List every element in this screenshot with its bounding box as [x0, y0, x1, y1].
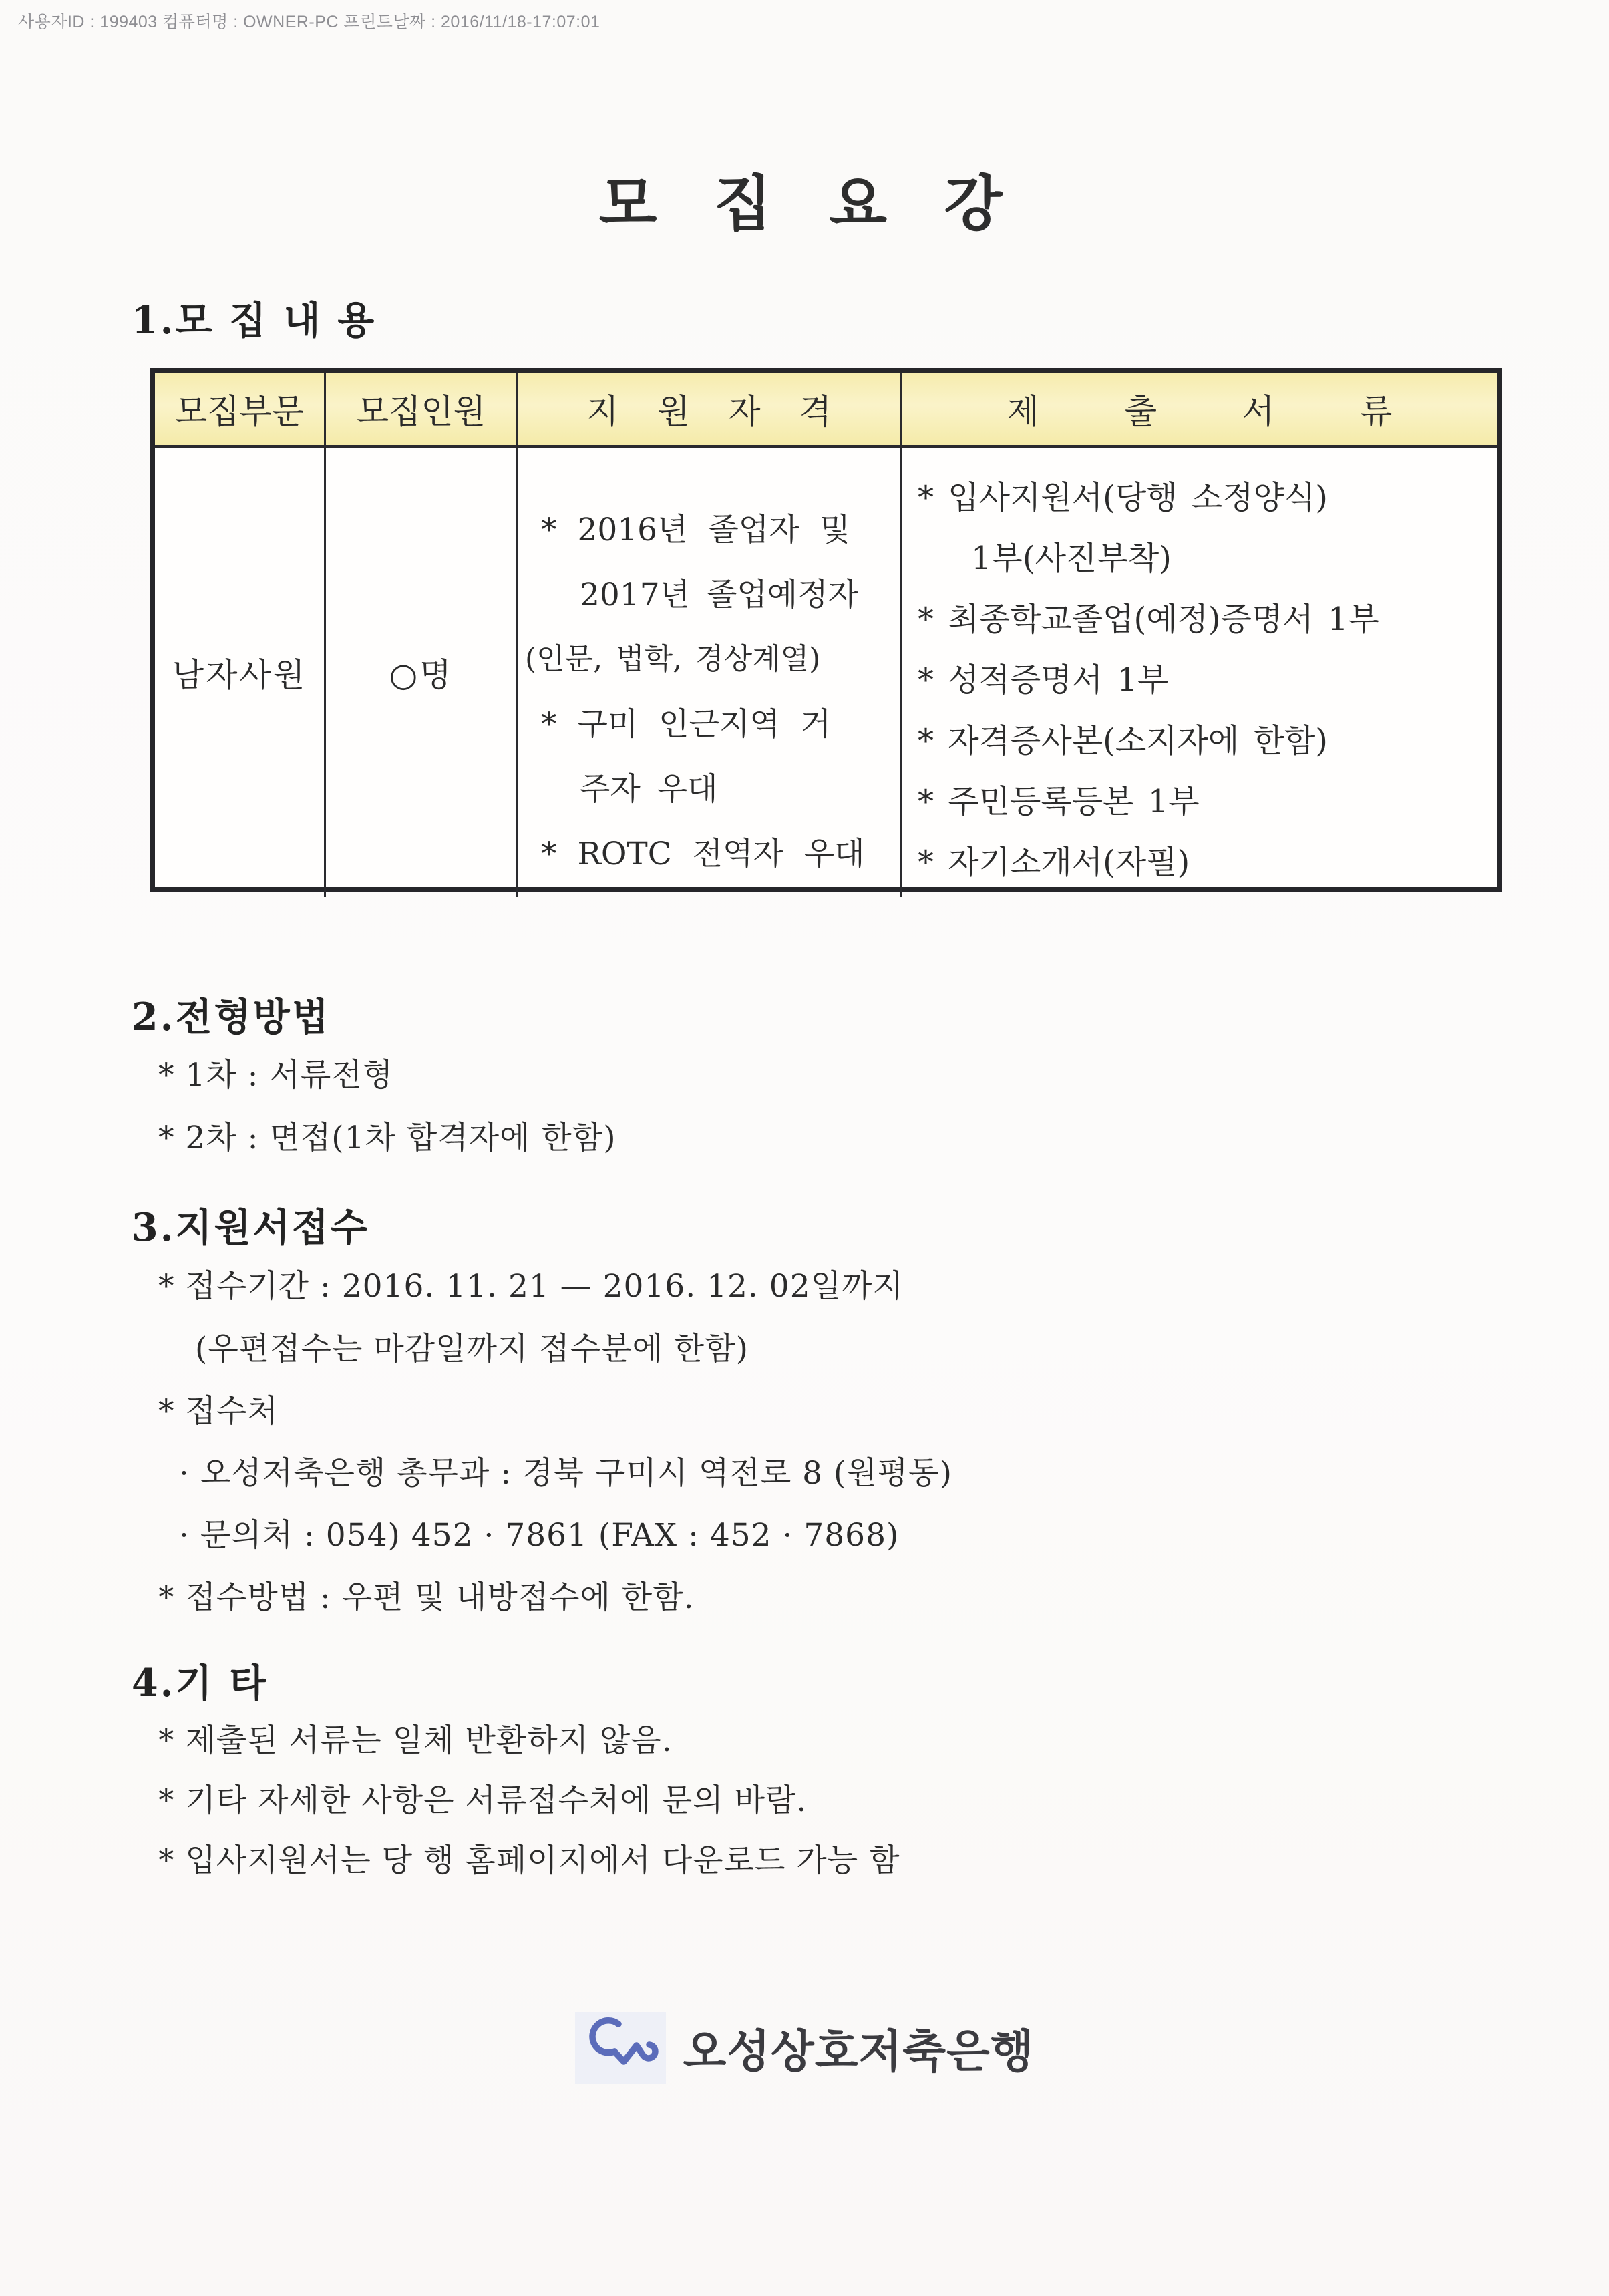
- document-line: * 성적증명서 1부: [918, 661, 1169, 699]
- etc-item: * 제출된 서류는 일체 반환하지 않음.: [158, 1722, 673, 1759]
- table-header-count: 모집인원: [326, 373, 518, 445]
- document-line: * 최종학교졸업(예정)증명서 1부: [918, 601, 1379, 638]
- document-line: * 주민등록등본 1부: [918, 783, 1200, 820]
- cell-recruit-part: 남자사원: [155, 448, 326, 897]
- bank-logo-stroke: [592, 2021, 655, 2062]
- application-period-item: * 접수기간 : 2016. 11. 21 — 2016. 12. 02일까지: [158, 1268, 904, 1305]
- table-header-documents: 제 출 서 류: [1007, 392, 1393, 431]
- qualification-line: * ROTC 전역자 우대: [541, 836, 865, 872]
- document-title: 모 집 요 강: [598, 168, 1011, 239]
- table-header-qualifications: 지 원 자 격: [518, 373, 902, 445]
- application-contact-item: · 문의처 : 054) 452 · 7861 (FAX : 452 · 7868): [179, 1517, 900, 1554]
- document-line: * 입사지원서(당행 소정양식): [918, 479, 1328, 516]
- qualification-line: 2017년 졸업예정자: [580, 577, 858, 613]
- section2-heading: 2.전형방법: [132, 995, 331, 1039]
- section3-heading: 3.지원서접수: [132, 1205, 369, 1250]
- qualification-line: (인문, 법학, 경상계열): [525, 642, 821, 676]
- application-method-item: * 접수방법 : 우편 및 내방접수에 한함.: [158, 1579, 695, 1616]
- document-line: * 자격증사본(소지자에 한함): [918, 722, 1328, 760]
- qualification-line: * 구미 인근지역 거: [541, 706, 832, 743]
- bank-logo-icon: [575, 2012, 666, 2084]
- bank-logo-row: [0, 2012, 1609, 2084]
- cell-qualifications: [518, 448, 902, 897]
- table-header-part: 모집부문: [155, 373, 326, 445]
- table-body-row: [155, 448, 1497, 897]
- table-header-row: [155, 373, 1497, 448]
- document-line: * 자기소개서(자필): [918, 844, 1190, 881]
- qualification-line: * 2016년 졸업자 및: [541, 512, 850, 548]
- etc-item: * 기타 자세한 사항은 서류접수처에 문의 바람.: [158, 1782, 808, 1819]
- application-office-item: * 접수처: [158, 1393, 279, 1430]
- application-period-note: (우편접수는 마감일까지 접수분에 한함): [195, 1331, 749, 1367]
- qualification-line: 주자 우대: [580, 771, 718, 808]
- document-line: 1부(사진부착): [971, 540, 1172, 577]
- section4-heading: 4.기 타: [132, 1661, 269, 1705]
- application-address-item: · 오성저축은행 총무과 : 경북 구미시 역전로 8 (원평동): [179, 1455, 952, 1492]
- recruitment-table: [150, 368, 1502, 892]
- section1-heading: 1.모 집 내 용: [132, 298, 377, 343]
- screening-step-item: * 1차 : 서류전형: [158, 1057, 394, 1094]
- etc-item: * 입사지원서는 당 행 홈페이지에서 다운로드 가능 함: [158, 1842, 900, 1879]
- print-meta-line: 사용자ID : 199403 컴퓨터명 : OWNER-PC 프린트날짜 : 2016/11/18-17:07:01: [18, 13, 600, 31]
- cell-documents: [902, 448, 1497, 897]
- screening-step-item: * 2차 : 면접(1차 합격자에 한함): [158, 1120, 616, 1156]
- bank-name: 오성상호저축은행: [683, 2027, 1035, 2077]
- cell-recruit-count: ○명: [326, 448, 518, 897]
